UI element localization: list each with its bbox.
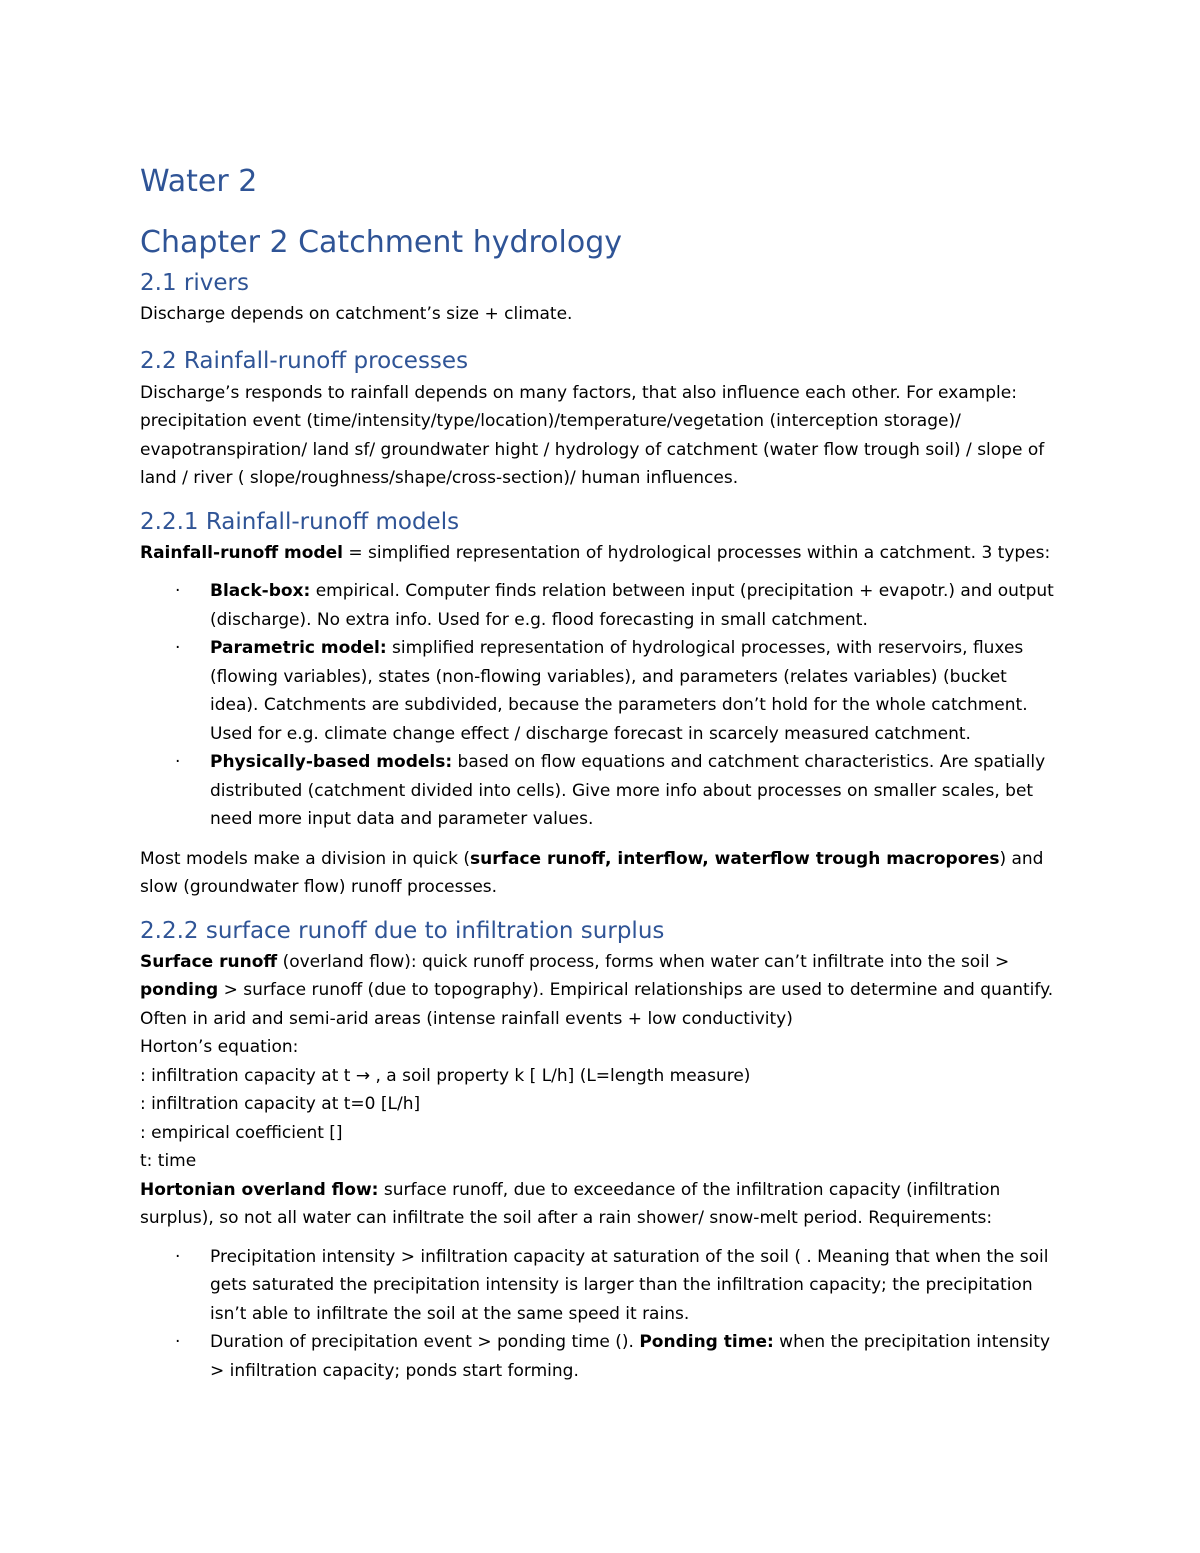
- section-2-1-heading: 2.1 rivers: [140, 270, 249, 296]
- bullet-glyph: ·: [175, 638, 181, 658]
- list-item-requirement-duration: [140, 1328, 1060, 1385]
- list-item-physically-based: [140, 748, 1060, 834]
- summary-text: ) and slow (groundwater flow) runoff processes.: [140, 848, 1044, 897]
- document-title: Water 2: [140, 164, 258, 199]
- section-2-1-text: Discharge depends on catchment’s size + climate.: [140, 304, 573, 324]
- term-rainfall-runoff-model: Rainfall-runoff model: [140, 542, 343, 563]
- list-item-text: based on flow equations and catchment characteristics. Are spatially distributed (catchment divided into cells). Give more info about processes on smaller scales, bet need more input data and parameter values.: [210, 752, 1046, 829]
- model-types-list: [140, 577, 1060, 834]
- horton-equation-label: Horton’s equation:: [140, 1037, 299, 1057]
- list-item-parametric-model: [140, 634, 1060, 748]
- list-item-text: Duration of precipitation event > ponding time ().: [210, 1332, 640, 1352]
- requirements-list: [140, 1243, 1060, 1386]
- definition-empirical-coefficient: : empirical coefficient []: [140, 1122, 343, 1143]
- definition-initial-capacity: : infiltration capacity at t=0 [L/h]: [140, 1094, 421, 1114]
- paragraph-text: > surface runoff (due to topography). Empirical relationships are used to determine and quantify. Often in arid and semi-arid areas (intense rainfall events + low conductivity): [140, 980, 1054, 1029]
- paragraph-text: (overland flow): quick runoff process, forms when water can’t infiltrate into the soil >: [277, 951, 1010, 972]
- bullet-glyph: ·: [175, 752, 181, 772]
- definition-infiltration-capacity: [140, 1062, 1060, 1091]
- term-ponding: ponding: [140, 980, 219, 1000]
- summary-text: Most models make a division in quick (: [140, 848, 470, 869]
- document-page: [140, 158, 1060, 1385]
- definition-time: t: time: [140, 1151, 197, 1171]
- chapter-heading: Chapter 2 Catchment hydrology: [140, 225, 623, 260]
- bullet-glyph: ·: [175, 1246, 181, 1267]
- section-2-2-text: Discharge’s responds to rainfall depends on many factors, that also influence each other. For example: precipitation event (time/intensity/type/location)/temperature/vegetation (interception storage)/ evapotranspiration/ land sf/ groundwater hight / hydrology of catchment (water flow trough soil) / slope of land / river ( slope/roughness/shape/cross-section)/ human influences.: [140, 382, 1045, 488]
- section-2-2-1-heading: 2.2.1 Rainfall-runoff models: [140, 508, 460, 535]
- term-black-box: Black-box:: [210, 581, 311, 601]
- definition-text: : infiltration capacity at t: [140, 1065, 356, 1086]
- term-physically-based: Physically-based models:: [210, 752, 453, 772]
- summary-quick-processes: surface runoff, interflow, waterflow trough macropores: [469, 848, 1000, 869]
- models-summary: [140, 845, 1060, 902]
- term-surface-runoff: Surface runoff: [140, 951, 278, 972]
- bullet-glyph: ·: [175, 581, 181, 601]
- list-item-black-box: [140, 577, 1060, 634]
- list-item-text: simplified representation of hydrological processes, with reservoirs, fluxes (flowing variables), states (non-flowing variables), and parameters (relates variables) (bucket idea). Catchments are subdivided, because the parameters don’t hold for the whole catchment. Used for e.g. climate change effect / discharge forecast in scarcely measured catchment.: [210, 638, 1028, 744]
- section-2-2-1-intro: [140, 539, 1060, 568]
- section-2-2-heading: 2.2 Rainfall-runoff processes: [140, 347, 469, 374]
- bullet-glyph: ·: [175, 1332, 181, 1352]
- term-parametric-model: Parametric model:: [210, 638, 387, 658]
- list-item-requirement-intensity: [140, 1243, 1060, 1329]
- intro-text: = simplified representation of hydrological processes within a catchment. 3 types:: [342, 542, 1051, 563]
- definition-text: , a soil property k [ L/h] (L=length measure): [370, 1065, 751, 1086]
- surface-runoff-paragraph: [140, 948, 1060, 1034]
- list-item-text: when the precipitation intensity > infiltration capacity; ponds start forming.: [210, 1332, 1051, 1381]
- section-2-2-2-heading: 2.2.2 surface runoff due to infiltration surplus: [140, 917, 665, 944]
- term-ponding-time: Ponding time:: [639, 1332, 774, 1352]
- list-item-text: Precipitation intensity > infiltration capacity at saturation of the soil ( . Meaning that when the soil gets saturated the precipitation intensity is larger than the infiltration capacity; the precipitation isn’t able to infiltrate the soil at the same speed it rains.: [210, 1246, 1049, 1324]
- term-hortonian-overland-flow: Hortonian overland flow:: [140, 1179, 379, 1200]
- hortonian-flow-paragraph: [140, 1176, 1060, 1233]
- arrow-right-icon: →: [355, 1065, 371, 1086]
- list-item-text: empirical. Computer finds relation between input (precipitation + evapotr.) and output (discharge). No extra info. Used for e.g. flood forecasting in small catchment.: [210, 581, 1054, 630]
- paragraph-text: surface runoff, due to exceedance of the infiltration capacity (infiltration surplus), so not all water can infiltrate the soil after a rain shower/ snow-melt period. Requirements:: [140, 1179, 1001, 1228]
